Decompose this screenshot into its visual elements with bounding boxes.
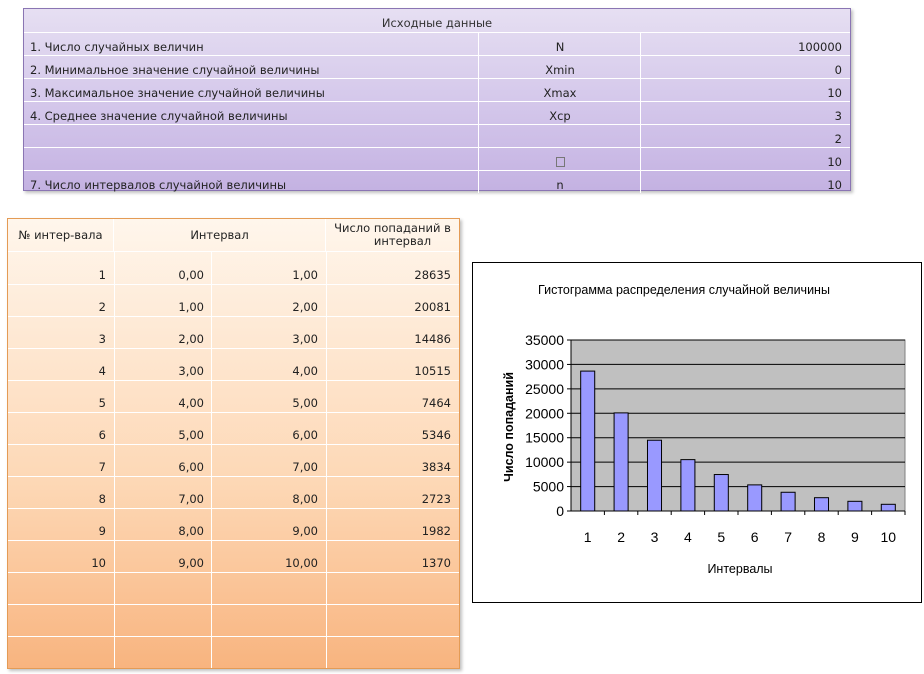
hit-count[interactable]: 2723 [421,492,451,506]
param-label [24,148,479,170]
hit-count[interactable]: 20081 [414,300,451,314]
param-value[interactable]: 2 [834,132,842,146]
table-column-divider [114,252,115,668]
table-row [24,171,850,193]
interval-number[interactable]: 9 [98,524,106,538]
param-symbol: N [480,33,641,55]
table-row-divider [8,636,459,637]
interval-from[interactable]: 0,00 [178,268,204,282]
x-tick-label: 6 [750,529,759,545]
chart-title: Гистограмма распределения случайной величины [538,283,830,297]
histogram-bar [647,440,661,511]
table-row [24,56,850,79]
header-interval-text: Интервал [190,228,249,242]
histogram-bar [581,371,595,511]
param-symbol: n [480,171,641,193]
x-tick-label: 3 [650,529,659,545]
param-symbol [480,125,641,147]
table-column-divider [211,252,212,668]
interval-number[interactable]: 6 [98,428,106,442]
table-row [24,33,850,56]
missing-glyph-icon [556,157,565,167]
histogram-bar [848,501,862,511]
interval-to[interactable]: 2,00 [292,300,318,314]
histogram-bar [614,413,628,511]
interval-number[interactable]: 8 [98,492,106,506]
param-label: 2. Минимальное значение случайной величины [24,56,479,78]
hit-count[interactable]: 14486 [414,332,451,346]
param-symbol [480,148,641,170]
y-tick-label: 25000 [525,380,564,397]
param-symbol: Xmax [480,79,641,101]
header-count-line2: интервал [373,234,432,248]
interval-to[interactable]: 9,00 [292,524,318,538]
table-column-divider [326,252,327,668]
interval-from[interactable]: 3,00 [178,364,204,378]
hit-count[interactable]: 1370 [421,556,451,570]
param-label: 3. Максимальное значение случайной величины [24,79,479,101]
histogram-bar [781,492,795,511]
histogram-svg [473,263,923,604]
x-tick-label: 2 [617,529,625,545]
interval-from[interactable]: 1,00 [178,300,204,314]
x-tick-label: 10 [880,529,897,545]
interval-number[interactable]: 10 [91,556,106,570]
interval-number[interactable]: 2 [98,300,106,314]
y-tick-label: 10000 [525,454,564,471]
param-value[interactable]: 10 [827,155,842,169]
interval-to[interactable]: 1,00 [292,268,318,282]
hit-count[interactable]: 5346 [421,428,451,442]
param-value[interactable]: 10 [827,86,842,100]
y-tick-label: 35000 [525,332,564,348]
interval-from[interactable]: 2,00 [178,332,204,346]
interval-from[interactable]: 8,00 [178,524,204,538]
hit-count[interactable]: 28635 [414,268,451,282]
interval-table [7,218,460,669]
table-row [24,148,850,171]
table-row [24,79,850,102]
histogram-bar [714,475,728,511]
table-row-divider [8,540,459,541]
param-value[interactable]: 0 [834,63,842,77]
header-num-text: № интер-вала [18,228,103,242]
interval-to[interactable]: 6,00 [292,428,318,442]
interval-number[interactable]: 1 [98,268,106,282]
table-row-divider [8,476,459,477]
interval-from[interactable]: 7,00 [178,492,204,506]
histogram-chart [472,262,922,603]
x-tick-label: 5 [717,529,726,545]
interval-from[interactable]: 9,00 [178,556,204,570]
source-data-table [23,8,851,191]
interval-to[interactable]: 10,00 [285,556,318,570]
hit-count[interactable]: 3834 [421,460,451,474]
interval-number[interactable]: 3 [98,332,106,346]
table-row-divider [8,348,459,349]
param-label: 1. Число случайных величин [24,33,479,55]
x-tick-label: 1 [583,529,592,545]
y-tick-label: 0 [556,503,564,519]
histogram-bar [814,498,828,511]
param-label: 4. Среднее значение случайной величины [24,102,479,124]
interval-to[interactable]: 7,00 [292,460,318,474]
interval-from[interactable]: 5,00 [178,428,204,442]
table-row-divider [8,508,459,509]
interval-to[interactable]: 5,00 [292,396,318,410]
interval-to[interactable]: 4,00 [292,364,318,378]
header-count-line1: Число попаданий в [334,221,451,235]
table-row-divider [8,604,459,605]
x-tick-label: 4 [684,529,692,545]
x-tick-label: 9 [851,529,859,545]
hit-count[interactable]: 1982 [421,524,451,538]
x-axis-label: Интервалы [707,562,773,576]
interval-number[interactable]: 4 [98,364,106,378]
param-symbol: Xmin [480,56,641,78]
table-row-divider [8,380,459,381]
header-count [326,219,459,252]
source-table-title: Исходные данные [24,9,850,33]
hit-count[interactable]: 10515 [414,364,451,378]
header-interval [114,219,326,252]
interval-to[interactable]: 8,00 [292,492,318,506]
table-row [24,125,850,148]
param-value[interactable]: 100000 [798,40,842,54]
param-value[interactable]: 10 [827,178,842,192]
histogram-bar [881,504,895,511]
interval-from[interactable]: 4,00 [178,396,204,410]
y-tick-label: 15000 [525,429,564,446]
interval-from[interactable]: 6,00 [178,460,204,474]
y-tick-label: 20000 [525,405,564,422]
x-tick-label: 7 [784,529,792,545]
histogram-bar [681,460,695,511]
table-row-divider [8,444,459,445]
interval-number[interactable]: 5 [98,396,106,410]
y-tick-label: 5000 [532,478,564,495]
y-axis-label: Число попаданий [502,372,516,482]
interval-number[interactable]: 7 [98,460,106,474]
histogram-bar [748,485,762,511]
header-interval-number [8,219,114,252]
table-row-divider [8,412,459,413]
y-tick-label: 30000 [525,356,564,373]
param-label: 7. Число интервалов случайной величины [24,171,479,193]
table-row-divider [8,284,459,285]
table-row-divider [8,572,459,573]
param-label [24,125,479,147]
param-value[interactable]: 3 [834,109,842,123]
interval-to[interactable]: 3,00 [292,332,318,346]
table-row-divider [8,316,459,317]
x-tick-label: 8 [817,529,826,545]
hit-count[interactable]: 7464 [421,396,451,410]
param-symbol: Xcp [480,102,641,124]
table-row [24,102,850,125]
